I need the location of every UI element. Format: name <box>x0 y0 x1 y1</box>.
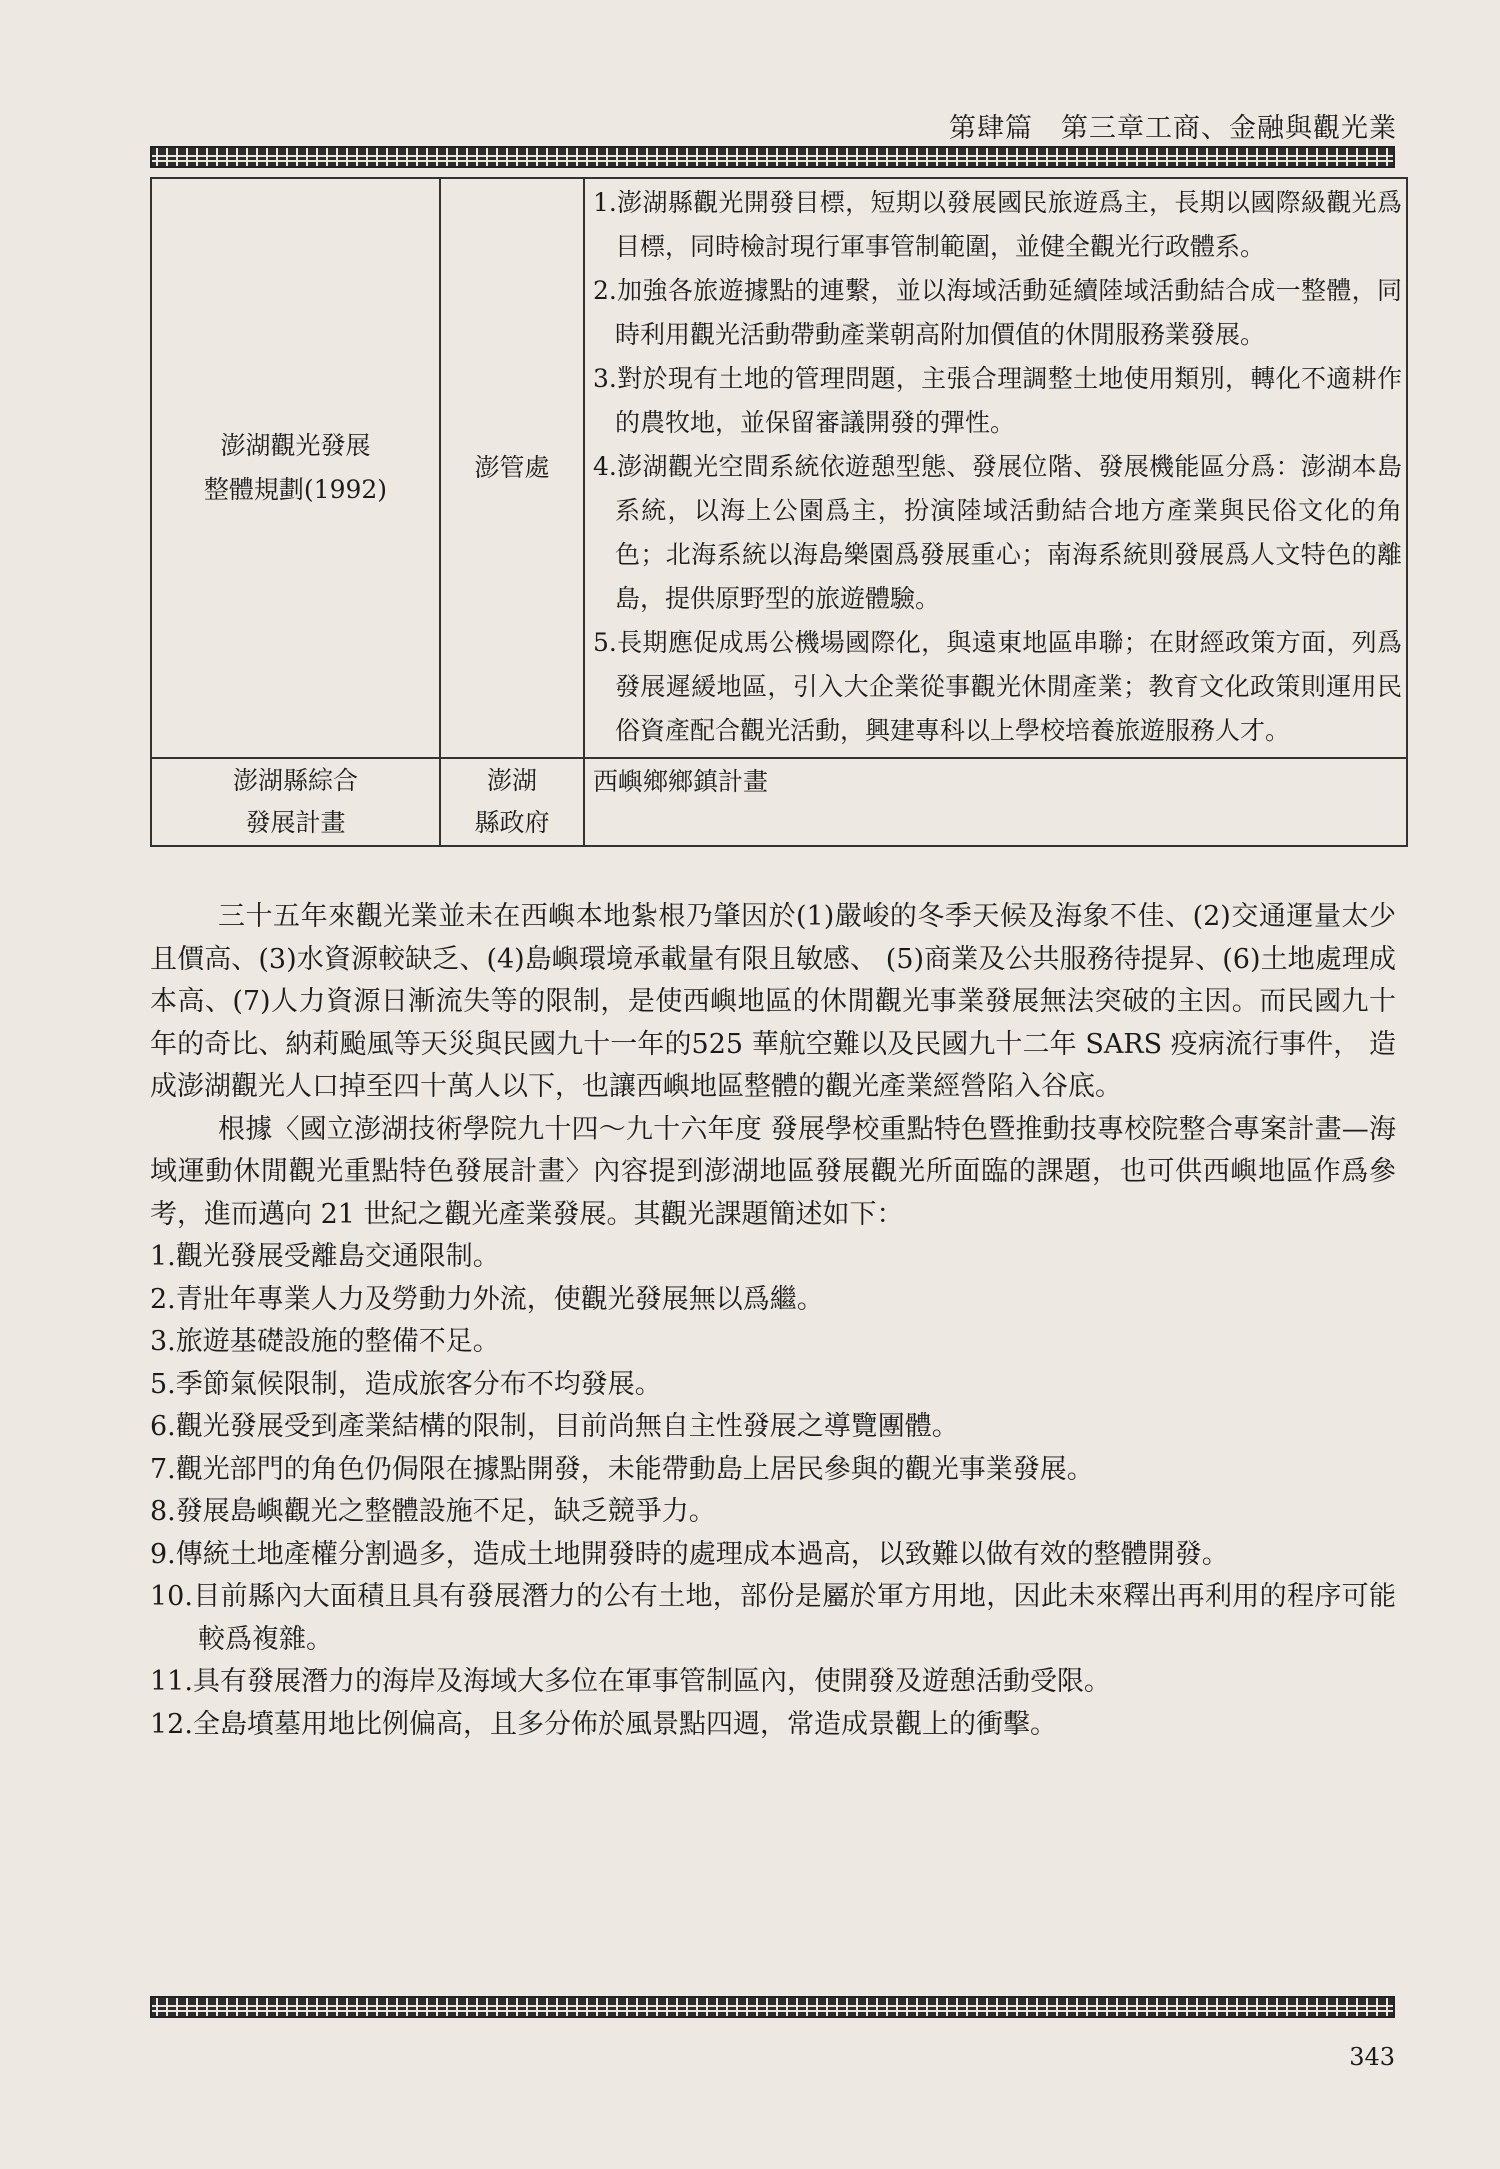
paragraph: 根據〈國立澎湖技術學院九十四～九十六年度 發展學校重點特色暨推動技專校院整合專案計畫—海域運動休閒觀光重點特色發展計畫〉內容提到澎湖地區發展觀光所面臨的課題，也可供西嶼地區作爲參考，進而邁向 21 世紀之觀光產業發展。其觀光課題簡述如下： <box>150 1113 1396 1230</box>
issue-item: 3.旅遊基礎設施的整備不足。 <box>150 1326 500 1357</box>
plan-name-line: 澎湖觀光發展 <box>220 431 371 460</box>
organization-cell: 澎管處 <box>440 178 584 758</box>
decorative-border-bottom <box>150 1996 1395 2018</box>
issue-item: 12.全島墳墓用地比例偏高，且多分佈於風景點四週，常造成景觀上的衝擊。 <box>150 1708 1057 1740</box>
organization-cell <box>440 758 584 846</box>
plan-table <box>150 177 1408 847</box>
issue-item: 10.目前縣內大面積且具有發展潛力的公有土地，部份是屬於軍方用地，因此未來釋出再利用的程序可能較爲複雜。 <box>150 1581 1396 1655</box>
organization-line: 縣政府 <box>474 808 550 837</box>
chapter-header: 第肆篇 第三章工商、金融與觀光業 <box>949 113 1397 144</box>
content-cell: 西嶼鄉鄉鎮計畫 <box>584 758 1407 846</box>
table-row <box>151 178 1407 758</box>
plan-name-cell <box>151 758 440 846</box>
plan-item: 1.澎湖縣觀光開發目標，短期以發展國民旅遊爲主，長期以國際級觀光爲目標，同時檢討現行軍事管制範圍，並健全觀光行政體系。 <box>593 188 1402 261</box>
plan-item: 5.長期應促成馬公機場國際化，與遠東地區串聯；在財經政策方面，列爲發展遲緩地區，引入大企業從事觀光休閒產業；教育文化政策則運用民俗資產配合觀光活動，興建專科以上學校培養旅遊服務人才。 <box>593 628 1402 745</box>
content-cell <box>584 178 1407 758</box>
plan-item: 4.澎湖觀光空間系統依遊憩型態、發展位階、發展機能區分爲：澎湖本島系統，以海上公園爲主，扮演陸域活動結合地方產業與民俗文化的角色；北海系統以海島樂園爲發展重心；南海系統則發展爲人文特色的離島，提供原野型的旅遊體驗。 <box>593 452 1402 613</box>
organization-line: 澎湖 <box>486 766 537 795</box>
issue-item: 2.青壯年專業人力及勞動力外流，使觀光發展無以爲繼。 <box>150 1283 824 1315</box>
plan-name-line: 整體規劃(1992) <box>203 475 388 504</box>
decorative-border-top <box>150 146 1395 168</box>
issue-item: 1.觀光發展受離島交通限制。 <box>150 1241 500 1272</box>
body-text <box>150 896 1396 1746</box>
issue-item: 11.具有發展潛力的海岸及海域大多位在軍事管制區內，使開發及遊憩活動受限。 <box>150 1666 1111 1697</box>
table-row <box>151 758 1407 846</box>
plan-name-line: 澎湖縣綜合 <box>232 766 358 795</box>
issue-item: 9.傳統土地產權分割過多，造成土地開發時的處理成本過高，以致難以做有效的整體開發。 <box>150 1538 1229 1570</box>
issue-item: 7.觀光部門的角色仍侷限在據點開發，未能帶動島上居民參與的觀光事業發展。 <box>150 1453 1094 1485</box>
plan-name-line: 發展計畫 <box>245 808 346 837</box>
issue-item: 5.季節氣候限制，造成旅客分布不均發展。 <box>150 1368 662 1400</box>
plan-name-cell <box>151 178 440 758</box>
issue-item: 6.觀光發展受到產業結構的限制，目前尚無自主性發展之導覽團體。 <box>150 1411 959 1442</box>
page-number: 343 <box>1349 2043 1395 2071</box>
plan-item: 2.加強各旅遊據點的連繫，並以海域活動延續陸域活動結合成一整體，同時利用觀光活動帶動產業朝高附加價值的休閒服務業發展。 <box>593 276 1402 349</box>
issue-item: 8.發展島嶼觀光之整體設施不足，缺乏競爭力。 <box>150 1496 716 1527</box>
plan-item: 3.對於現有土地的管理問題，主張合理調整土地使用類別，轉化不適耕作的農牧地，並保留審議開發的彈性。 <box>593 364 1402 437</box>
paragraph: 三十五年來觀光業並未在西嶼本地紮根乃肇因於(1)嚴峻的冬季天候及海象不佳、(2)交通運量太少且價高、(3)水資源較缺乏、(4)島嶼環境承載量有限且敏感、 (5)商業及公共服務待提昇、(6)土地處理成本高、(7)人力資源日漸流失等的限制，是使西嶼地區的休閒觀光事業發展無法突破的主因。而民國九十年的奇比、納莉颱風等天災與民國九十一年的525 華航空難以及民國九十二年 SARS 疫病流行事件， 造成澎湖觀光人口掉至四十萬人以下，也讓西嶼地區整體的觀光產業經營陷入谷底。 <box>150 901 1396 1102</box>
